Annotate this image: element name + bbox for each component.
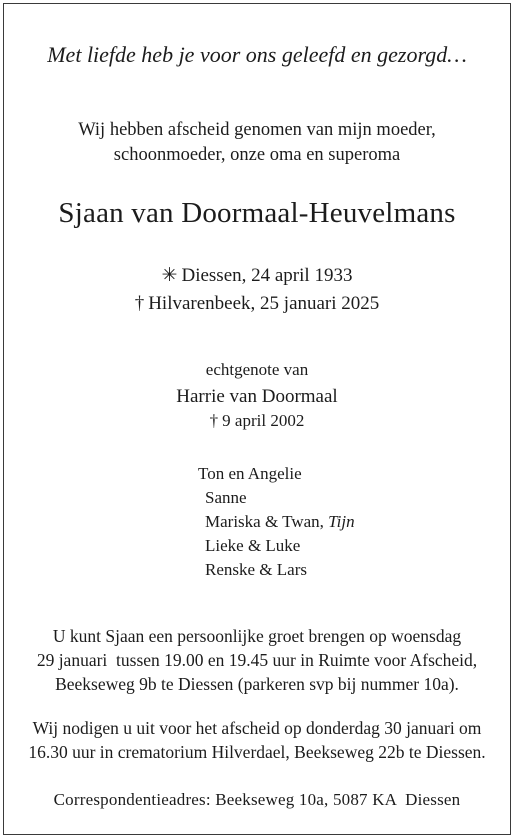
death-line [4,293,510,315]
spouse-cross-icon: † [209,411,219,430]
ceremony-line-1: Wij nodigen u uit voor het afscheid op donderdag 30 januari om [32,718,482,738]
family-line-5: Renske & Lars [205,560,307,579]
spouse-name: Harrie van Doormaal [176,386,338,407]
visit-paragraph [4,624,510,696]
birth-text: Diessen, 24 april 1933 [181,265,353,286]
spouse-death-date: 9 april 2002 [222,411,305,430]
spouse-prefix: echtgenote van [205,360,309,379]
visit-line-2: 29 januari tussen 19.00 en 19.45 uur in Ruimte voor Afscheid, [36,650,478,670]
visit-line-1: U kunt Sjaan een persoonlijke groet brengen op woensdag [52,626,462,646]
ceremony-line-2: 16.30 uur in crematorium Hilverdael, Beekseweg 22b te Diessen. [28,742,486,762]
family-line-2: Sanne [205,488,247,507]
spouse-death-line [4,411,510,431]
family-line-4: Lieke & Luke [205,536,301,555]
family-line-3 [198,512,355,536]
death-cross-icon: † [134,293,145,314]
obituary-card [3,3,511,835]
correspondence-address: Correspondentieadres: Beekseweg 10a, 5087 KA Diessen [53,790,461,809]
birth-star-icon: ✳ [161,265,178,286]
family-line-1: Ton en Angelie [198,464,302,483]
intro-line-2: schoonmoeder, onze oma en superoma [113,145,401,165]
family-list [198,464,355,584]
ceremony-paragraph [4,716,510,764]
family-line-3-grandchild: Tijn [328,512,355,531]
family-line-3-main: Mariska & Twan, [205,512,329,531]
intro-line-1: Wij hebben afscheid genomen van mijn moeder, [78,120,436,140]
deceased-name: Sjaan van Doormaal-Heuvelmans [58,197,456,229]
motto: Met liefde heb je voor ons geleefd en gezorgd… [47,42,467,67]
visit-line-3: Beekseweg 9b te Diessen (parkeren svp bij nummer 10a). [55,674,459,694]
birth-line [4,264,510,287]
death-text: Hilvarenbeek, 25 januari 2025 [148,293,380,314]
